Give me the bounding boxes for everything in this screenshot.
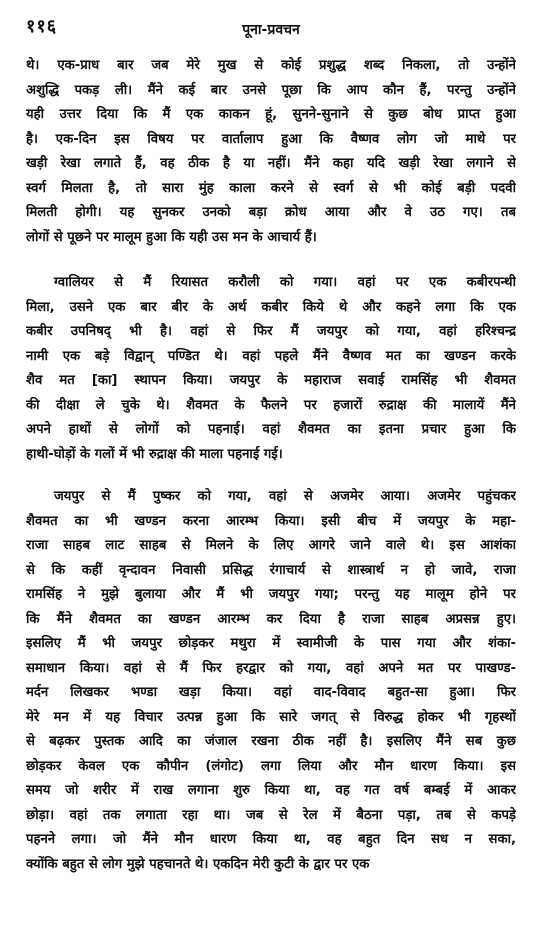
text-line: इसलिए मैं भी जयपुर छोड़कर मथुरा में स्वामीजी के पास गया और शंका- <box>26 636 516 651</box>
text-line: समय जो शरीर में राख लगाना शुरु किया था, वह गत वर्ष बम्बई में आकर <box>26 783 516 798</box>
page-number: ११६ <box>26 16 58 37</box>
text-line: यही उत्तर दिया कि मैं एक काकन हूं, सुनने-सुनाने से कुछ बोध प्राप्त हुआ <box>26 107 516 122</box>
text-line: शैव मत [का] स्थापन किया। जयपुर के महाराज सवाई रामसिंह भी शैवमत <box>26 373 516 388</box>
text-line: जयपुर से मैं पुष्कर को गया, वहां से अजमेर आया। अजमेर पहुंचकर <box>54 489 516 504</box>
text-line: कि मैंने शैवमत का खण्डन आरम्भ कर दिया है राजा साहब अप्रसन्न हुए। <box>26 611 516 627</box>
text-line: स्वर्ग मिलता है, तो सारा मुंह काला करने से स्वर्ग से भी कोई बड़ी पदवी <box>26 180 516 196</box>
text-line: राजा साहब लाट साहब से मिलने के लिए आगरे जाने वाले थे। इस आशंका <box>26 538 516 553</box>
text-line: मिला, उसने एक बार बीर के अर्थ कबीर किये थे और कहने लगा कि एक <box>26 299 516 315</box>
text-line: शैवमत का भी खण्डन करना आरम्भ किया। इसी बीच में जयपुर के महा- <box>26 513 516 529</box>
text-line: रामसिंह ने मुझे बुलाया और मैं भी जयपुर गया; परन्तु यह मालूम होने पर <box>26 587 516 602</box>
text-line: अपने हाथों से लोगों को पहनाई। वहां शैवमत का इतना प्रचार हुआ कि <box>26 422 516 437</box>
text-line: से कि कहीं वृन्दावन निवासी प्रसिद्ध रंगाचार्य से शास्त्रार्थ न हो जावे, राजा <box>26 562 516 578</box>
page-header <box>26 0 516 44</box>
text-line: है। एक-दिन इस विषय पर वार्तालाप हुआ कि वैष्णव लोग जो माथे पर <box>26 131 516 147</box>
paragraph <box>26 54 516 250</box>
text-line: अशुद्धि पकड़ ली। मैंने कई बार उनसे पूछा कि आप कौन हैं, परन्तु उन्होंने <box>26 82 516 98</box>
text-line: लोगों से पूछने पर मालूम हुआ कि यही उस मन के आचार्य हैं। <box>26 229 317 245</box>
text-line: छोड़कर केवल एक कौपीन (लंगोट) लगा लिया और मौन धारण किया। इस <box>26 758 516 774</box>
text-line: थे। एक-प्राध बार जब मेरे मुख से कोई प्रशुद्ध शब्द निकला, तो उन्होंने <box>26 58 516 73</box>
text-line: कबीर उपनिषद् भी है। वहां से फिर मैं जयपुर को गया, वहां हरिश्चन्द्र <box>26 324 516 339</box>
text-line: से बढ़कर पुस्तक आदि का जंजाल रखना ठीक नहीं है। इसलिए मैंने सब कुछ <box>26 734 516 749</box>
text-line: ग्वालियर से मैं रियासत करौली को गया। वहां पर एक कबीरपन्थी <box>54 275 516 290</box>
running-title: पूना-प्रवचन <box>242 22 300 38</box>
paragraph <box>26 485 516 877</box>
text-line: की दीक्षा ले चुके थे। शैवमत के फैलने पर हजारों रुद्राक्ष की मालायें मैंने <box>26 397 516 413</box>
text-line: समाधान किया। वहां से मैं फिर हरद्वार को गया, वहां अपने मत पर पाखण्ड- <box>26 660 516 676</box>
text-line: छोड़ा। वहां तक लगाता रहा था। जब से रेल में बैठना पड़ा, तब से कपड़े <box>26 807 516 823</box>
text-line: हाथी-घोड़ों के गलों में भी रुद्राक्ष की माला पहनाई गई। <box>26 446 283 462</box>
text-line: मेरे मन में यह विचार उत्पन्न हुआ कि सारे जगत् से विरुद्ध होकर भी गृहस्थों <box>26 709 516 725</box>
text-line: खड़ी रेखा लगाते हैं, वह ठीक है या नहीं। मैंने कहा यदि खड़ी रेखा लगाने से <box>26 156 516 171</box>
body-text <box>26 54 516 877</box>
text-line: मर्दन लिखकर भण्डा खड़ा किया। वहां वाद-विवाद बहुत-सा हुआ। फिर <box>26 685 516 700</box>
text-line: नामी एक बड़े विद्वान् पण्डित थे। वहां पहले मैंने वैष्णव मत का खण्डन करके <box>26 348 516 364</box>
text-line: मिलती होगी। यह सुनकर उनको बड़ा क्रोध आया और वे उठ गए। तब <box>26 205 516 220</box>
paragraph <box>26 271 516 467</box>
text-line: पहनने लगा। जो मैंने मौन धारण किया था, वह बहुत दिन सध न सका, <box>26 832 516 847</box>
text-line: क्योंकि बहुत से लोग मुझे पहचानते थे। एकदिन मेरी कुटी के द्वार पर एक <box>26 856 370 872</box>
